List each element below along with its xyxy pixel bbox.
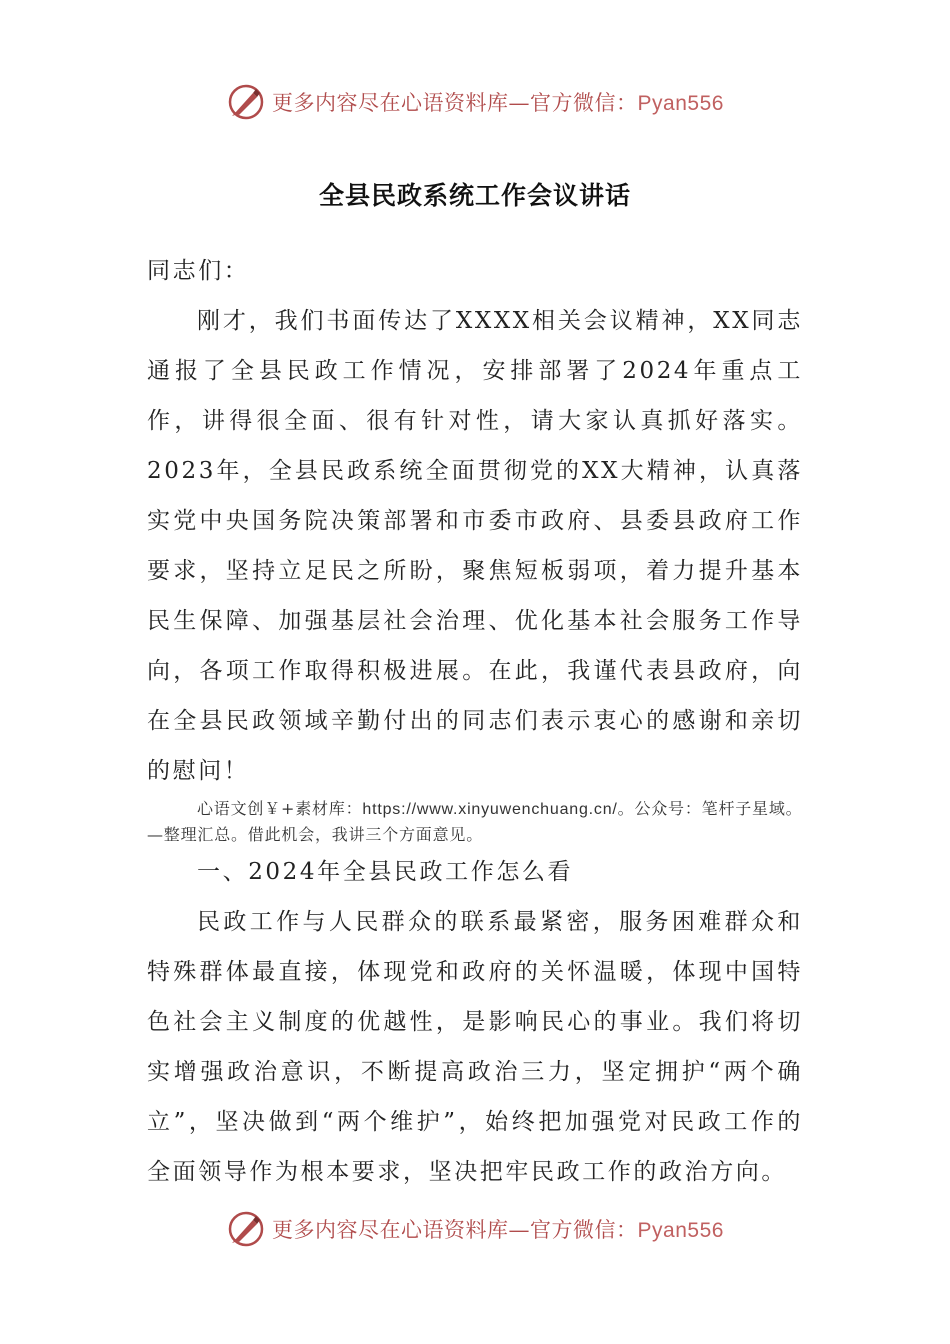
footer-banner-label: 更多内容尽在心语资料库—官方微信： [272,1218,638,1242]
footer-banner [0,1207,950,1251]
pen-logo-icon [226,82,266,122]
footer-banner-text [272,1214,724,1244]
source-note [147,796,803,847]
paragraph-1: 刚才，我们书面传达了XXXX相关会议精神，XX同志通报了全县民政工作情况，安排部署了2024年重点工作，讲得很全面、很有针对性，请大家认真抓好落实。2023年，全县民政系统全面贯彻党的XX大精神，认真落实党中央国务院决策部署和市委市政府、县委县政府工作要求，坚持立足民之所盼，聚焦短板弱项，着力提升基本民生保障、加强基层社会治理、优化基本社会服务工作导向，各项工作取得积极进展。在此，我谨代表县政府，向在全县民政领域辛勤付出的同志们表示衷心的感谢和亲切的慰问！ [147,308,803,784]
source-note-suffix: 。公众号：笔杆子星域。—整理汇总。借此机会，我讲三个方面意见。 [147,799,803,844]
header-banner-label: 更多内容尽在心语资料库—官方微信： [272,91,638,115]
source-note-url: https://www.xinyuwenchuang.cn/ [362,801,618,818]
source-note-prefix: 心语文创￥+素材库： [197,799,363,818]
footer-wechat-id: Pyan556 [637,1219,724,1242]
section-heading: 一、2024年全县民政工作怎么看 [197,859,574,885]
paragraph-2: 民政工作与人民群众的联系最紧密，服务困难群众和特殊群体最直接，体现党和政府的关怀温暖，体现中国特色社会主义制度的优越性，是影响民心的事业。我们将切实增强政治意识，不断提高政治三力，坚定拥护“两个确立”，坚决做到“两个维护”，始终把加强党对民政工作的全面领导作为根本要求，坚决把牢民政工作的政治方向。 [147,909,803,1185]
header-banner [0,80,950,124]
header-wechat-id: Pyan556 [637,92,724,115]
pen-logo-icon [226,1209,266,1249]
document-title: 全县民政系统工作会议讲话 [318,181,631,210]
document-body [147,246,803,1197]
salutation: 同志们： [147,258,250,284]
header-banner-text [272,87,724,117]
